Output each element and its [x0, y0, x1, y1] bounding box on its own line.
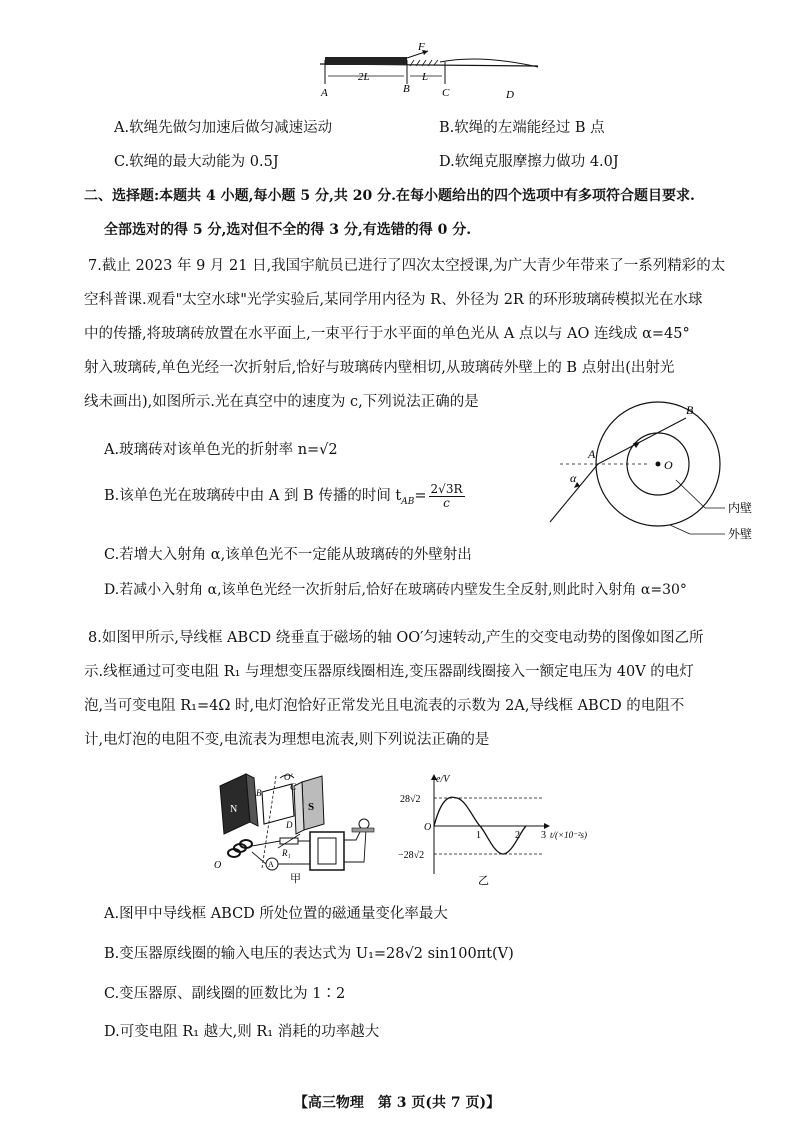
q7-line-5: 线未画出),如图所示.光在真空中的速度为 c,下列说法正确的是	[84, 394, 479, 410]
q6-option-a: A.软绳先做匀加速后做匀减速运动	[114, 120, 333, 136]
q8-line-2: 示.线框通过可变电阻 R₁ 与理想变压器原线圈相连,变压器副线圈接入一额定电压为 40V 的电灯	[84, 664, 694, 680]
svg-text:α: α	[570, 471, 577, 485]
q8-line-1: 8.如图甲所示,导线框 ABCD 绕垂直于磁场的轴 OO′匀速转动,产生的交变电动势的图像如图乙所	[88, 630, 704, 646]
svg-text:D: D	[286, 820, 293, 830]
svg-text:B: B	[686, 403, 694, 417]
q7-line-2: 空科普课.观看"太空水球"光学实验后,某同学用内径为 R、外径为 2R 的环形玻璃砖模拟光在水球	[84, 292, 703, 308]
svg-text:S: S	[308, 801, 315, 813]
light-bulb	[359, 819, 369, 829]
svg-text:A: A	[268, 860, 274, 869]
svg-text:R₁: R₁	[282, 848, 291, 858]
q7-option-b: B.该单色光在玻璃砖中由 A 到 B 传播的时间 $t_{AB}=$ $\frac{2√3R}{c}$	[104, 481, 463, 510]
svg-text:3: 3	[541, 830, 546, 841]
q8-option-c: C.变压器原、副线圈的匝数比为 1∶2	[104, 986, 346, 1002]
generator-transformer-figure	[206, 768, 386, 886]
q7-option-a: A.玻璃砖对该单色光的折射率 n=√2	[104, 442, 338, 458]
svg-text:O′: O′	[284, 772, 293, 782]
page-footer: 【高三物理 第 3 页(共 7 页)】	[293, 1095, 501, 1111]
q7-line-4: 射入玻璃砖,单色光经一次折射后,恰好与玻璃砖内壁相切,从玻璃砖外壁上的 B 点射出(出射光	[84, 360, 675, 376]
svg-text:B: B	[256, 788, 262, 798]
q6-option-c: C.软绳的最大动能为 0.5J	[114, 154, 279, 170]
q7-line-1: 7.截止 2023 年 9 月 21 日,我国宇航员已进行了四次太空授课,为广大青少年带来了一系列精彩的太	[88, 258, 726, 274]
outer-wall-label: 外壁	[728, 527, 753, 541]
q7-option-c: C.若增大入射角 α,该单色光不一定能从玻璃砖的外壁射出	[104, 547, 472, 563]
soft-rope	[325, 57, 407, 65]
inner-wall-label: 内壁	[728, 501, 753, 515]
svg-text:2: 2	[515, 830, 520, 841]
svg-text:L: L	[422, 71, 429, 83]
svg-text:t/(×10⁻²s): t/(×10⁻²s)	[550, 830, 588, 840]
q7-option-d: D.若减小入射角 α,该单色光经一次折射后,恰好在玻璃砖内壁发生全反射,则此时入射角 α=30°	[104, 582, 687, 598]
q6-option-b: B.软绳的左端能经过 B 点	[439, 120, 605, 136]
svg-text:甲: 甲	[290, 873, 301, 885]
svg-text:乙: 乙	[478, 875, 489, 887]
svg-text:e/V: e/V	[436, 774, 450, 785]
rope-friction-figure	[310, 40, 550, 102]
time-fraction: $\frac{2√3R}{c}$	[430, 481, 463, 510]
svg-text:A: A	[321, 87, 328, 99]
svg-text:O: O	[214, 860, 222, 871]
q6-option-d: D.软绳克服摩擦力做功 4.0J	[439, 154, 619, 170]
svg-text:2L: 2L	[358, 71, 370, 83]
q8-option-a: A.图甲中导线框 ABCD 所处位置的磁通量变化率最大	[104, 906, 448, 922]
svg-text:N: N	[230, 804, 238, 815]
svg-text:O: O	[664, 458, 673, 472]
q7-line-3: 中的传播,将玻璃砖放置在水平面上,一束平行于水平面的单色光从 A 点以与 AO 连线成 α=45°	[84, 326, 690, 342]
emf-time-graph	[398, 770, 598, 888]
section-2-heading: 二、选择题:本题共 4 小题,每小题 5 分,共 20 分.在每小题给出的四个选项中有多项符合题目要求.	[84, 188, 695, 204]
svg-text:O: O	[424, 822, 432, 833]
svg-text:28√2: 28√2	[400, 794, 421, 805]
svg-text:−28√2: −28√2	[398, 850, 425, 861]
svg-text:A: A	[588, 447, 596, 461]
q8-option-d: D.可变电阻 R₁ 越大,则 R₁ 消耗的功率越大	[104, 1024, 380, 1040]
force-label: F	[418, 41, 425, 53]
section-2-scoring: 全部选对的得 5 分,选对但不全的得 3 分,有选错的得 0 分.	[104, 222, 472, 238]
svg-text:1: 1	[476, 830, 481, 841]
svg-text:D: D	[506, 89, 514, 101]
q8-line-3: 泡,当可变电阻 R₁=4Ω 时,电灯泡恰好正常发光且电流表的示数为 2A,导线框 ABCD 的电阻不	[84, 698, 685, 714]
svg-text:C: C	[442, 87, 450, 99]
svg-text:B: B	[403, 83, 410, 95]
svg-text:C: C	[290, 782, 297, 792]
q8-line-4: 计,电灯泡的电阻不变,电流表为理想电流表,则下列说法正确的是	[84, 732, 490, 748]
q8-option-b: B.变压器原线圈的输入电压的表达式为 U₁=28√2 sin100πt(V)	[104, 946, 514, 962]
annular-glass-figure	[540, 400, 770, 550]
